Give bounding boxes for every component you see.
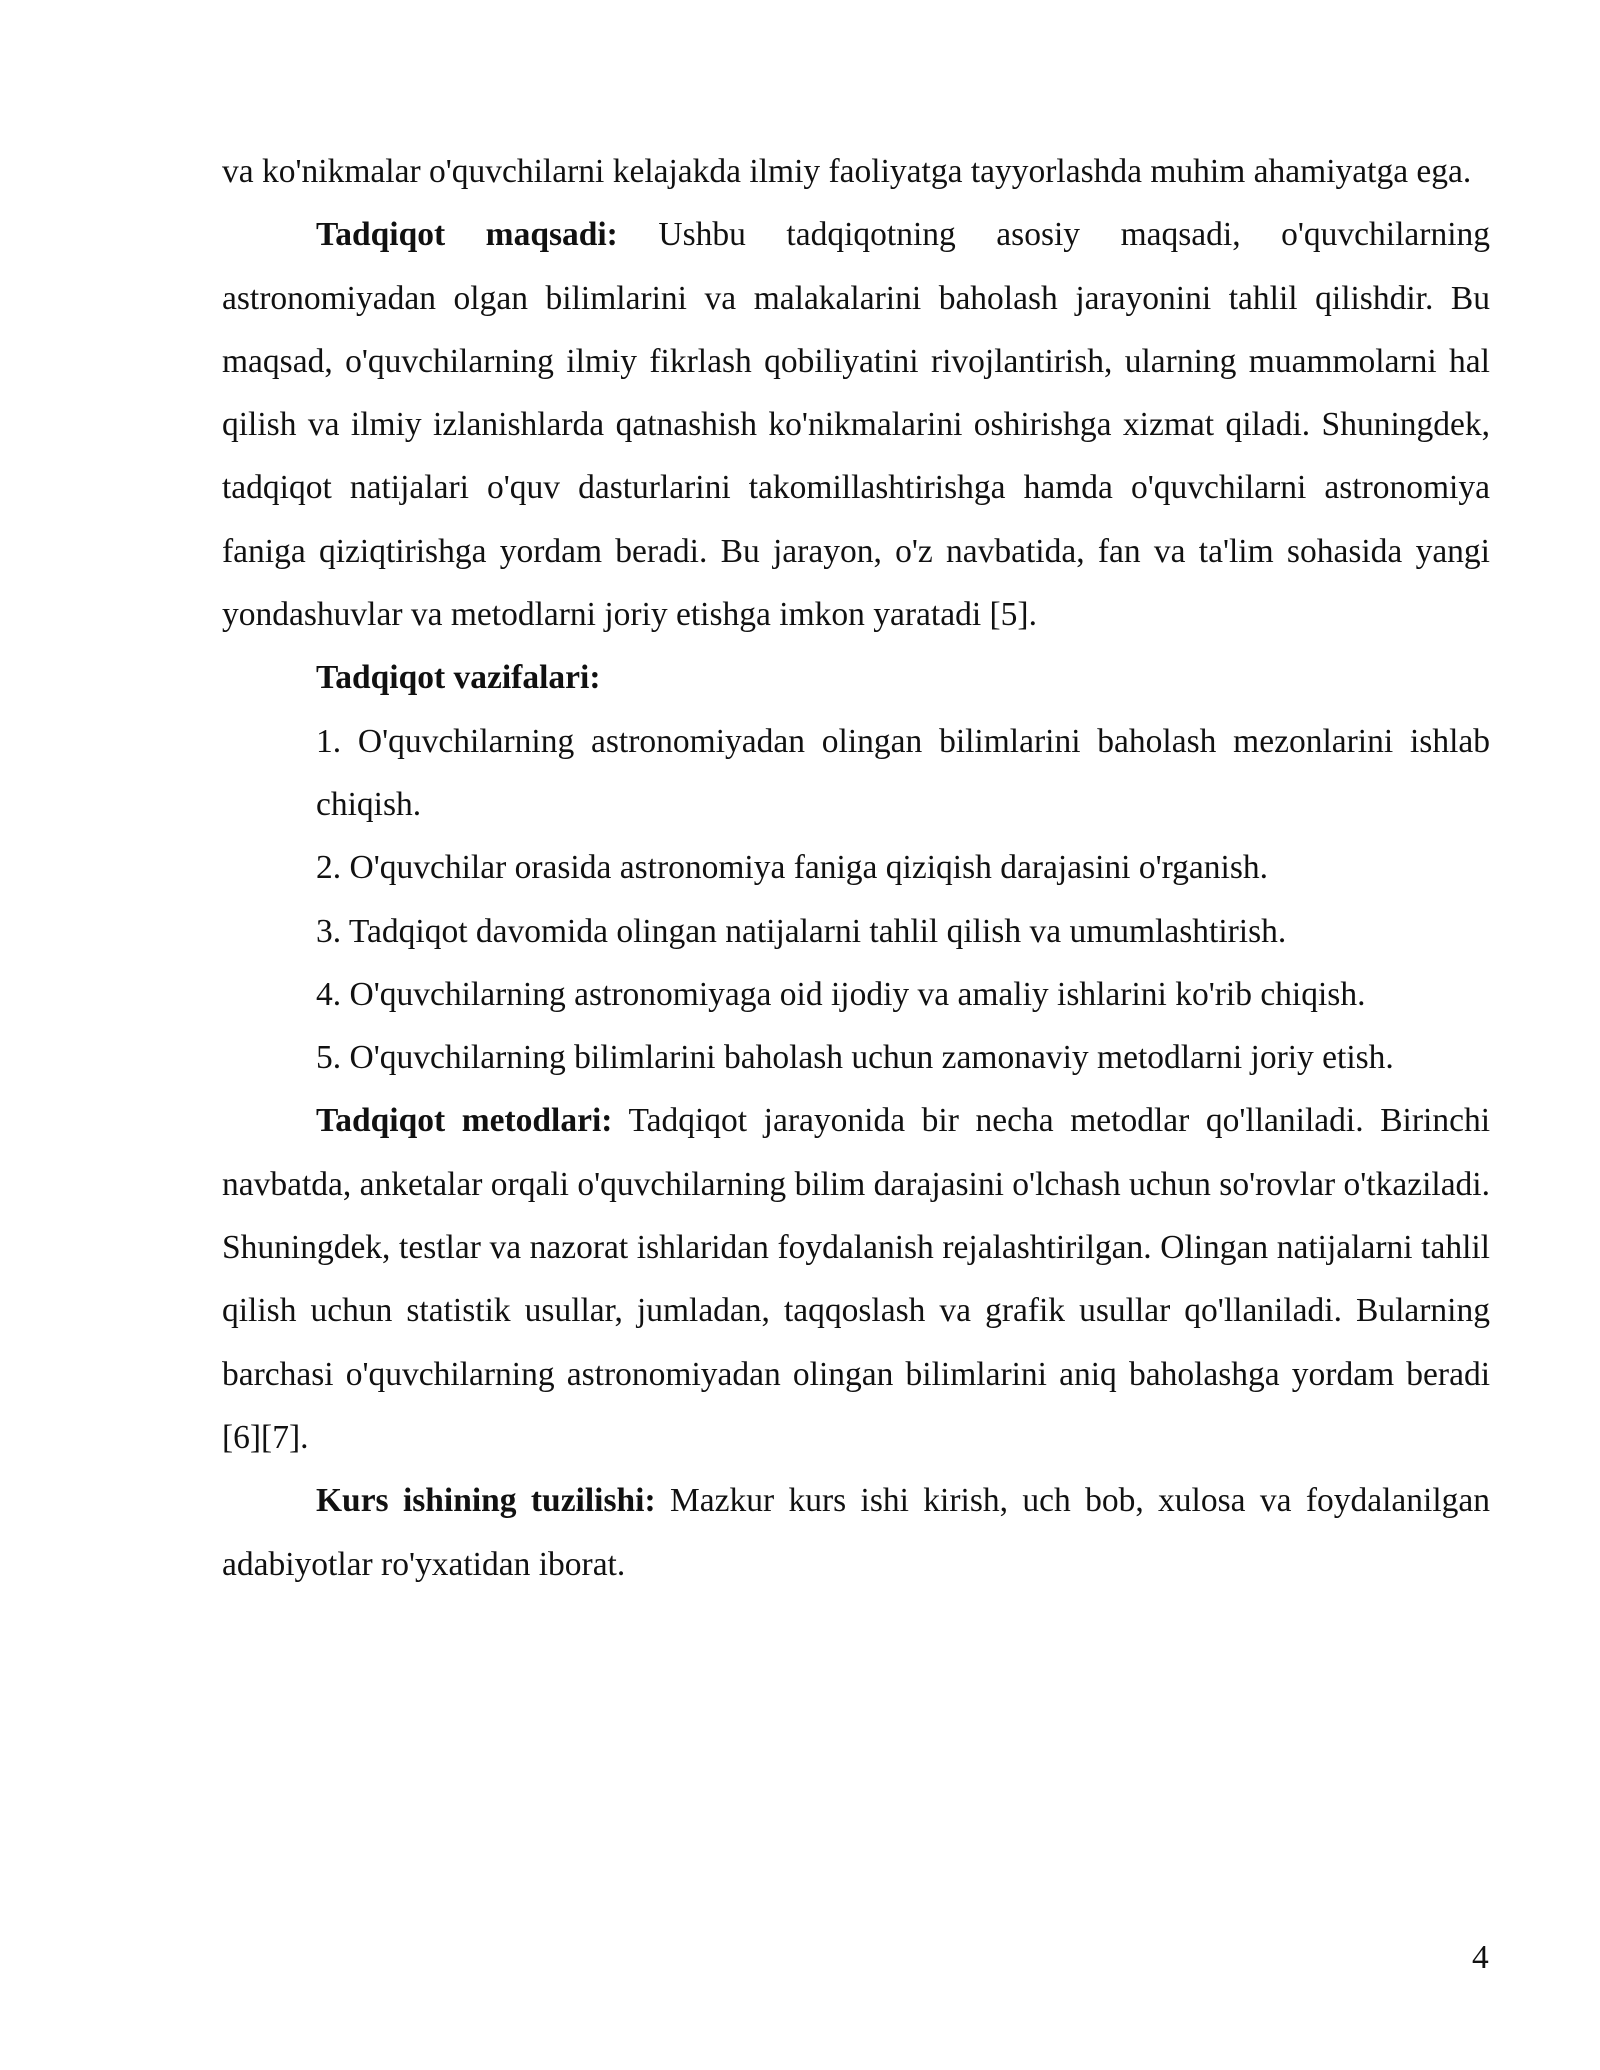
research-task-item-4: 4. O'quvchilarning astronomiyaga oid ijodiy va amaliy ishlarini ko'rib chiqish. (316, 975, 1366, 1013)
research-tasks-heading: Tadqiqot vazifalari: (316, 659, 601, 697)
research-methods-text: Tadqiqot jarayonida bir necha metodlar qo'llaniladi. Birinchi navbatda, anketalar orqali o'quvchilarning bilim darajasini o'lchash uchun so'rovlar o'tkaziladi. Shuningdek, testlar va nazorat ishlaridan foydalanish rejalashtirilgan. Olingan natijalarni tahlil qilish uchun statistik usullar, jumladan, taqqoslash va grafik usullar qo'llaniladi. Bularning barchasi o'quvchilarning astronomiyadan olingan bilimlarini aniq baholashga yordam beradi [6][7]. (222, 1102, 1491, 1456)
research-task-item-3: 3. Tadqiqot davomida olingan natijalarni tahlil qilish va umumlashtirish. (316, 912, 1287, 950)
research-methods-paragraph (222, 1089, 1490, 1469)
course-structure-label: Kurs ishining tuzilishi: (316, 1482, 656, 1520)
research-task-item-1: 1. O'quvchilarning astronomiyadan olingan bilimlarini baholash mezonlarini ishlab chiqish. (316, 722, 1490, 823)
research-goal-label: Tadqiqot maqsadi: (316, 216, 618, 254)
research-goal-paragraph (222, 203, 1490, 646)
research-task-item-2: 2. O'quvchilar orasida astronomiya faniga qiziqish darajasini o'rganish. (316, 849, 1269, 887)
research-task-item-5: 5. O'quvchilarning bilimlarini baholash uchun zamonaviy metodlarni joriy etish. (316, 1039, 1394, 1077)
page-number: 4 (1472, 1939, 1489, 1976)
research-methods-label: Tadqiqot metodlari: (316, 1102, 613, 1140)
intro-continuation-paragraph: va ko'nikmalar o'quvchilarni kelajakda ilmiy faoliyatga tayyorlashda muhim ahamiyatga ega. (222, 153, 1472, 190)
course-structure-text: Mazkur kurs ishi kirish, uch bob, xulosa va foydalanilgan adabiyotlar ro'yxatidan iborat. (222, 1482, 1491, 1583)
research-goal-text: Ushbu tadqiqotning asosiy maqsadi, o'quvchilarning astronomiyadan olgan bilimlarini va malakalarini baholash jarayonini tahlil qilishdir. Bu maqsad, o'quvchilarning ilmiy fikrlash qobiliyatini rivojlantirish, ularning muammolarni hal qilish va ilmiy izlanishlarda qatnashish ko'nikmalarini oshirishga xizmat qiladi. Shuningdek, tadqiqot natijalari o'quv dasturlarini takomillashtirishga hamda o'quvchilarni astronomiya faniga qiziqtirishga yordam beradi. Bu jarayon, o'z navbatida, fan va ta'lim sohasida yangi yondashuvlar va metodlarni joriy etishga imkon yaratadi [5]. (222, 216, 1490, 634)
document-page (222, 140, 1490, 1596)
course-structure-paragraph (222, 1469, 1490, 1596)
